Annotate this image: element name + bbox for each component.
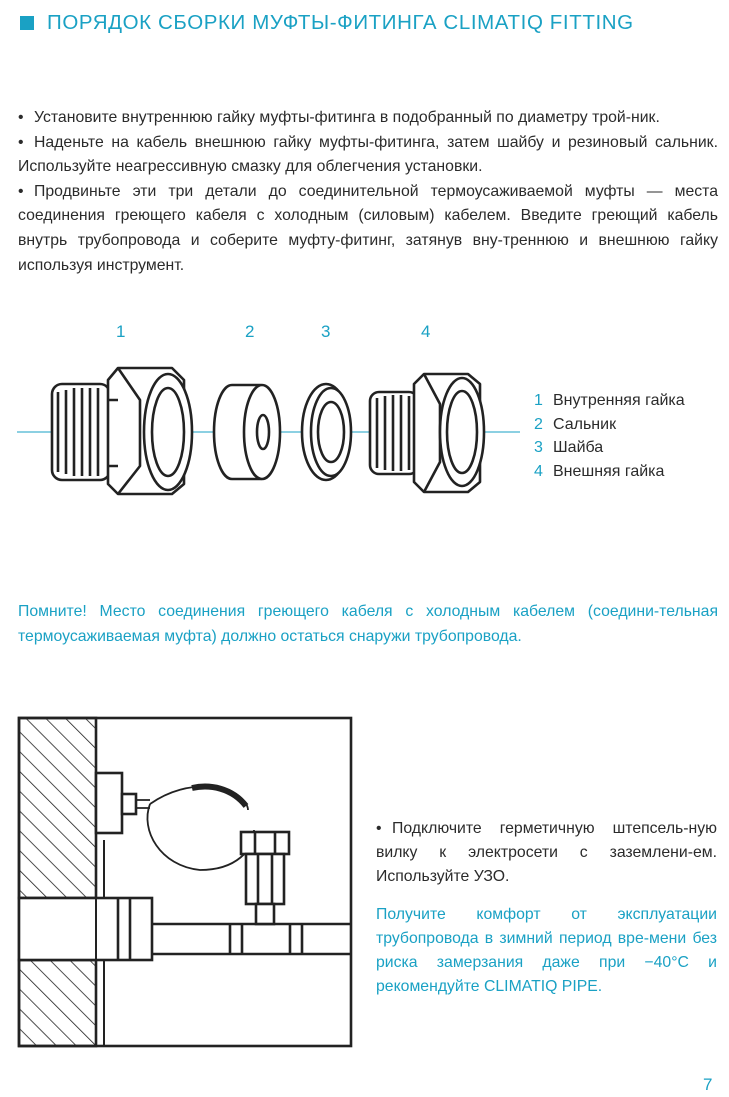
parts-legend xyxy=(534,389,685,483)
part-number-1: 1 xyxy=(116,322,126,341)
side-notes xyxy=(376,817,717,999)
part-gland xyxy=(214,385,280,479)
legend-item xyxy=(534,460,685,484)
wall-upper xyxy=(19,718,96,898)
part-number-2: 2 xyxy=(245,322,255,341)
bullet-marker: • xyxy=(18,133,24,151)
page-number: 7 xyxy=(703,1075,713,1094)
instruction-text: Продвиньте эти три детали до соединительной термоусаживаемой муфты — места соединения греющего кабеля с холодным (силовым) кабелем. Введите греющий кабель внутрь трубопровода и соберите муфту-фитинг, затянув вну-треннюю и внешнюю гайку используя инструмент. xyxy=(18,182,718,274)
legend-label: Внутренняя гайка xyxy=(553,392,685,409)
legend-number: 3 xyxy=(534,439,543,456)
part-number-4: 4 xyxy=(421,322,431,341)
legend-number: 4 xyxy=(534,462,543,480)
bullet-marker: • xyxy=(18,109,24,126)
plug-note xyxy=(376,817,717,889)
legend-item xyxy=(534,389,685,413)
pipe-fitting xyxy=(241,832,289,854)
wall-lower xyxy=(19,960,96,1046)
remember-note: Помните! Место соединения греющего кабеля с холодным кабелем (соедини-тельная термоусаживаемая муфта) должно остаться снаружи трубопровода. xyxy=(18,603,718,645)
legend-number: 2 xyxy=(534,415,543,433)
part-washer xyxy=(302,384,351,480)
page-title-text: ПОРЯДОК СБОРКИ МУФТЫ-ФИТИНГА CLIMATIQ FITTING xyxy=(47,11,634,34)
pipe-sleeve xyxy=(19,898,152,960)
legend-item xyxy=(534,413,685,437)
pipe xyxy=(152,924,351,954)
part-outer-nut xyxy=(370,374,484,492)
bullet-marker: • xyxy=(376,820,382,837)
legend-number: 1 xyxy=(534,392,543,409)
part-inner-nut xyxy=(52,368,192,494)
plug-note-text: Подключите герметичную штепсель-ную вилку к электросети с заземлени-ем. Используйте УЗО. xyxy=(376,820,717,885)
installation-diagram xyxy=(19,718,351,1046)
legend-label: Сальник xyxy=(553,415,617,433)
instruction-text: Установите внутреннюю гайку муфты-фитинга в подобранный по диаметру трой-ник. xyxy=(34,109,660,126)
comfort-note: Получите комфорт от эксплуатации трубопровода в зимний период вре-мени без риска замерзания даже при −40°C и рекомендуйте CLIMATIQ PIPE. xyxy=(376,906,717,995)
legend-label: Шайба xyxy=(553,439,604,456)
junction-box xyxy=(96,773,122,833)
legend-label: Внешняя гайка xyxy=(553,462,665,480)
bullet-marker: • xyxy=(18,182,24,200)
instruction-text: Наденьте на кабель внешнюю гайку муфты-фитинга, затем шайбу и резиновый сальник. Используйте неагрессивную смазку для облегчения установки. xyxy=(18,133,718,176)
legend-item xyxy=(534,436,685,460)
part-number-3: 3 xyxy=(321,322,331,341)
